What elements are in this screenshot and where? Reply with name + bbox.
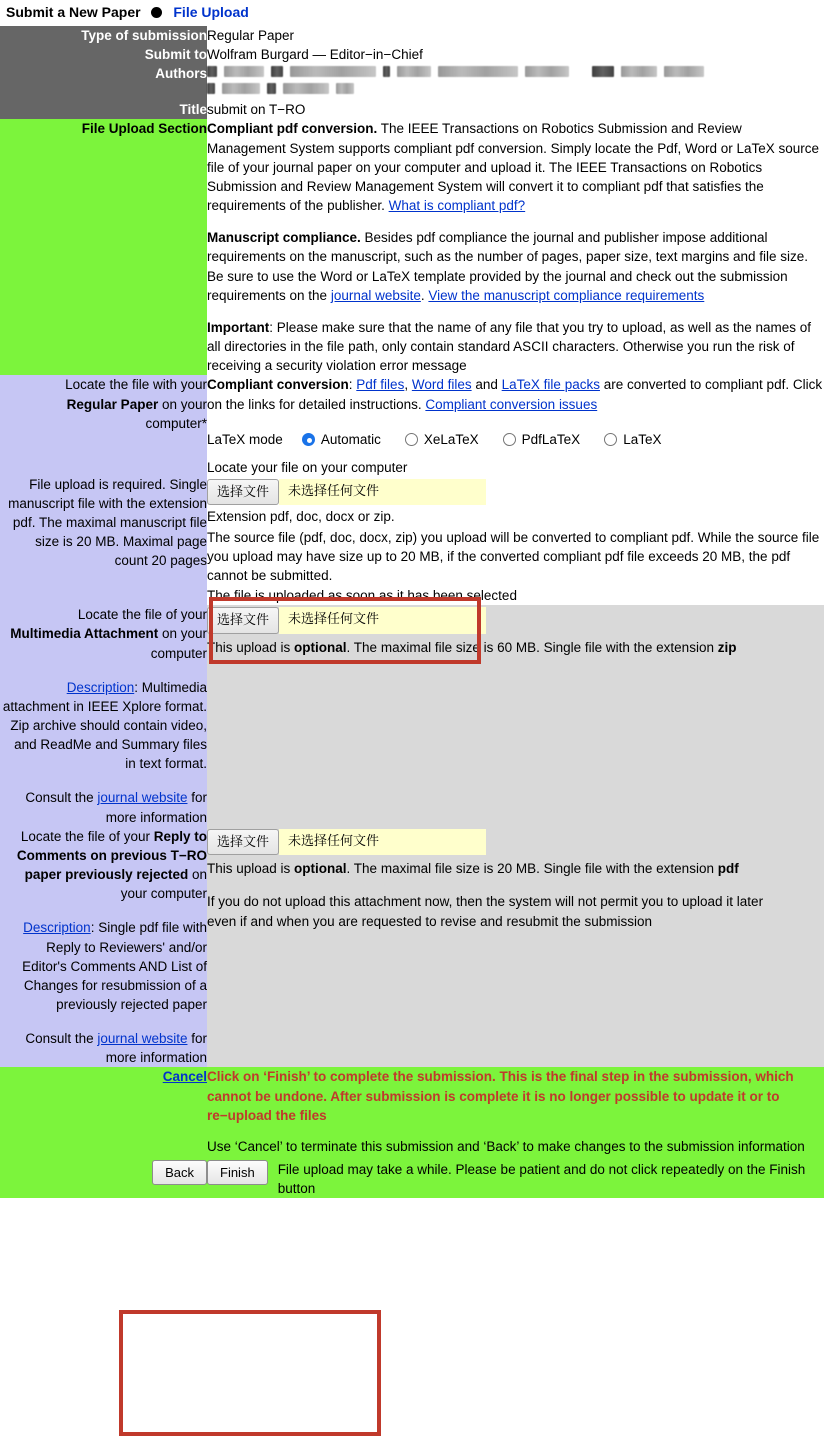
latex-mode-group [207,430,824,449]
multimedia-description [0,678,207,774]
multimedia-consult-post: for more information [105,790,207,825]
latex-mode-option-pdflatex-label: PdfLaTeX [521,431,581,447]
reply-choose-file-button[interactable]: 选择文件 [207,829,279,855]
finish-warning-content [207,1067,824,1156]
important-body: : Please make sure that the name of any file that you try to upload, as well as the names of all directories in the file path, only contain standard ASCII characters. Otherwise you run the risk of receiving a security violation error message [207,319,812,374]
row-reply-to-comments [0,827,824,1068]
important-heading: Important [207,319,270,335]
multimedia-label-tail: on your [158,626,207,642]
label-cancel [0,1067,207,1156]
redacted-author-block [207,64,824,94]
back-button[interactable]: Back [152,1160,207,1185]
locate-file-text: Locate your file on your computer [207,459,408,475]
reply-label-line4: your computer [120,886,207,902]
label-file-upload-section: File Upload Section [0,119,207,375]
step-bullet-icon [151,7,162,18]
regular-paper-label-line2 [0,395,207,414]
manuscript-compliance-paragraph [207,228,824,305]
finish-button[interactable]: Finish [207,1160,268,1185]
multimedia-journal-website-link[interactable]: journal website [97,790,188,806]
label-authors: Authors [0,64,207,100]
finish-patience-text: File upload may take a while. Please be patient and do not click repeatedly on the Finish button [277,1162,806,1197]
compliant-conversion-paragraph [207,375,824,413]
multimedia-description-link[interactable]: Description [66,679,135,695]
multimedia-label-line2 [0,624,207,643]
row-finish-buttons [0,1156,824,1198]
label-regular-paper [0,375,207,605]
regular-paper-choose-file-button[interactable]: 选择文件 [207,479,279,505]
highlight-finish-buttons-box [119,1310,381,1436]
radio-pdflatex-icon[interactable] [503,433,516,446]
regular-paper-label-line3: computer* [145,415,207,431]
radio-automatic-icon[interactable] [302,433,315,446]
value-submit-to: Wolfram Burgard — Editor−in−Chief [207,45,824,64]
latex-mode-option-automatic-label: Automatic [320,431,381,447]
radio-latex-icon[interactable] [604,433,617,446]
reply-consult-pre: Consult the [25,1031,98,1047]
label-title: Title [0,100,207,119]
multimedia-consult [0,788,207,826]
latex-mode-option-pdflatex[interactable] [503,430,581,449]
value-title: submit on T−RO [207,100,824,119]
row-cancel-warning [0,1067,824,1156]
reply-consult [0,1029,207,1067]
reply-bold-3: paper previously rejected [24,867,189,883]
reply-file-name: 未选择任何文件 [279,829,486,855]
reply-description [0,918,207,1014]
multimedia-note-mid: . The maximal file size is 60 MB. Single file with the extension [346,639,718,655]
reply-note-optional: optional [294,861,347,877]
redacted-line [207,66,824,77]
reply-note-pre: This upload is [207,861,295,877]
row-file-upload-section [0,119,824,375]
reply-journal-website-link[interactable]: journal website [97,1031,188,1047]
regular-paper-label-tail: on your [158,396,207,412]
latex-mode-option-automatic[interactable] [302,430,381,449]
regular-paper-uploaded-text: The file is uploaded as soon as it has been selected [207,588,517,604]
step-label: File Upload [173,4,249,20]
multimedia-content [207,605,824,827]
multimedia-description-text: : Multimedia attachment in IEEE Xplore format. Zip archive should contain video, and ReadMe and Summary files in text format. [2,679,207,772]
latex-mode-option-latex-label: LaTeX [623,431,662,447]
row-submit-to [0,45,824,64]
regular-paper-file-name: 未选择任何文件 [279,479,486,505]
compliant-pdf-paragraph [207,119,824,215]
reply-bold-1: Reply to [153,828,207,844]
manuscript-compliance-body: Besides pdf compliance the journal and publisher impose additional requirements on the manuscript, such as the number of pages, paper size, text margins and file size. Be sure to use the Word or LaTeX template provided by the journal and check out the submission requirements on the [207,230,809,303]
label-multimedia [0,605,207,827]
conv-sep-1: , [404,377,412,393]
regular-paper-source-text: The source file (pdf, doc, docx, zip) you upload will be converted to compliant pdf. While the source file you upload may have size up to 20 MB, if the converted compliant pdf file exceeds 20 MB, the pdf cannot be submitted. [207,529,820,583]
submission-form [0,26,824,1198]
compliant-pdf-heading: Compliant pdf conversion. [207,121,378,137]
reply-content [207,827,824,1068]
view-compliance-requirements-link[interactable]: View the manuscript compliance requirements [428,287,705,303]
finish-button-cell [207,1156,824,1198]
latex-file-packs-link[interactable]: LaTeX file packs [501,377,600,393]
regular-paper-bold: Regular Paper [66,396,159,412]
label-submit-to: Submit to [0,45,207,64]
important-paragraph [207,318,824,375]
row-authors [0,64,824,100]
compliant-conversion-issues-link[interactable]: Compliant conversion issues [425,396,598,412]
latex-mode-option-latex[interactable] [604,430,661,449]
word-files-link[interactable]: Word files [411,377,472,393]
manuscript-compliance-heading: Manuscript compliance. [207,230,361,246]
value-authors-redacted [207,64,824,100]
reply-label-pre: Locate the file of your [20,828,154,844]
reply-note-mid: . The maximal file size is 20 MB. Single file with the extension [346,861,718,877]
reply-consult-post: for more information [105,1031,207,1066]
label-reply [0,827,207,1068]
reply-note [207,859,824,878]
redacted-line [207,83,824,94]
regular-paper-extension-text: Extension pdf, doc, docx or zip. [207,509,395,525]
conv-sep-2: and [471,377,502,393]
pdf-files-link[interactable]: Pdf files [356,377,405,393]
compliant-conversion-colon: : [348,377,357,393]
multimedia-note-zip: zip [717,639,737,655]
value-submission-type: Regular Paper [207,26,824,45]
back-button-row [0,1156,207,1185]
regular-paper-label-line1: Locate the file with your [65,377,207,393]
multimedia-note [207,638,824,657]
page-title-text: Submit a New Paper [6,4,141,20]
label-back-button-cell [0,1156,207,1198]
latex-mode-label: LaTeX mode [207,431,283,447]
row-title [0,100,824,119]
label-submission-type: Type of submission [0,26,207,45]
reply-file-input[interactable] [207,829,486,855]
latex-mode-option-xelatex-label: XeLaTeX [423,431,479,447]
finish-button-wrap [207,1156,824,1198]
row-multimedia-attachment [0,605,824,827]
reply-note-3: even if and when you are requested to revise and resubmit the submission [207,913,653,929]
multimedia-label-line1: Locate the file of your [77,607,207,623]
compliant-conversion-heading: Compliant conversion [207,377,349,393]
regular-paper-note: File upload is required. Single manuscript file with the extension pdf. The maximal manuscript file size is 20 MB. Maximal page count 20 pages [8,476,207,569]
journal-website-link[interactable]: journal website [330,287,421,303]
finish-use-text: Use ‘Cancel’ to terminate this submission and ‘Back’ to make changes to the submission information [207,1138,805,1154]
multimedia-file-name: 未选择任何文件 [279,607,486,633]
manuscript-compliance-sep: . [420,287,429,303]
cancel-link[interactable]: Cancel [162,1069,207,1085]
regular-paper-content [207,375,824,605]
file-upload-section-text [207,119,824,375]
reply-bold-2: Comments on previous T−RO [16,847,207,863]
compliant-pdf-body: The IEEE Transactions on Robotics Submission and Review Management System supports compliant pdf conversion. Simply locate the Pdf, Word or LaTeX source file of your journal paper on your computer and upload it. The IEEE Transactions on Robotics Submission and Review Management System will convert it to compliant pdf that satisfies the requirements of the publisher. [207,121,820,214]
radio-xelatex-icon[interactable] [405,433,418,446]
reply-label-line1 [0,827,207,846]
row-submission-type [0,26,824,45]
latex-mode-option-xelatex[interactable] [405,430,479,449]
compliant-conversion-tail: are converted to compliant pdf. Click on the links for detailed instructions. [207,377,823,412]
row-regular-paper-upload [0,375,824,605]
multimedia-label-line3: computer [150,645,207,661]
reply-label-tail: on [188,867,207,883]
multimedia-consult-pre: Consult the [25,790,98,806]
multimedia-note-pre: This upload is [207,639,295,655]
multimedia-note-optional: optional [294,639,347,655]
what-is-compliant-pdf-link[interactable]: What is compliant pdf? [388,198,526,214]
finish-warning-text: Click on ‘Finish’ to complete the submission. This is the final step in the submission, which cannot be undone. After submission is complete it is no longer possible to update it or to re−upload the files [207,1069,794,1123]
reply-description-text: : Single pdf file with Reply to Reviewers' and/or Editor's Comments AND List of Changes for resubmission of a previously rejected paper [22,920,207,1013]
reply-note-pdf: pdf [717,861,739,877]
multimedia-bold: Multimedia Attachment [10,626,159,642]
page-title [0,0,824,26]
regular-paper-file-input[interactable] [207,479,486,505]
reply-description-link[interactable]: Description [23,920,91,936]
multimedia-choose-file-button[interactable]: 选择文件 [207,607,279,633]
multimedia-file-input[interactable] [207,607,486,633]
reply-label-line2 [0,846,207,865]
reply-label-line3 [0,865,207,884]
reply-note-2: If you do not upload this attachment now, then the system will not permit you to upload it later [207,894,764,910]
